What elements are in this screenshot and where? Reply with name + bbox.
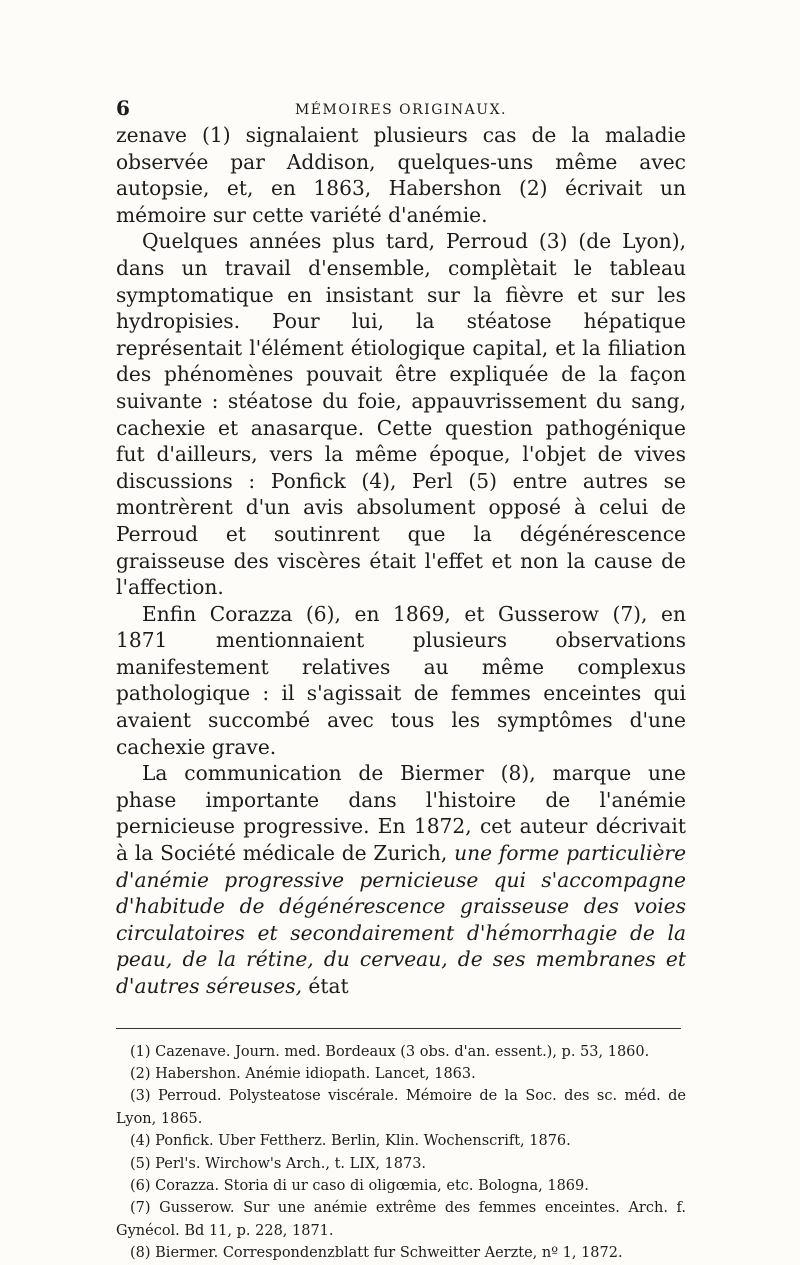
footnote: (5) Perl's. Wirchow's Arch., t. LIX, 1873. <box>130 1155 427 1172</box>
body-text <box>116 122 686 1000</box>
footnote-rule <box>116 1028 681 1029</box>
paragraph-1: zenave (1) signalaient plusieurs cas de la maladie observée par Addison, quelques-uns même avec autopsie, et, en 1863, Habershon (2) écrivait un mémoire sur cette variété d'anémie. <box>116 123 686 227</box>
page-number: 6 <box>116 96 130 120</box>
page <box>116 96 686 1265</box>
paragraph-4-tail: état <box>308 974 349 998</box>
footnote: (6) Corazza. Storia di ur caso di oligœmia, etc. Bologna, 1869. <box>130 1178 589 1195</box>
paragraph-3: Enfin Corazza (6), en 1869, et Gusserow (7), en 1871 mentionnaient plusieurs observations manifestement relatives au même complexus pathologique : il s'agissait de femmes enceintes qui avaient succombé avec tous les symptômes d'une cachexie grave. <box>116 601 686 759</box>
footnote: (3) Perroud. Polysteatose viscérale. Mémoire de la Soc. des sc. méd. de Lyon, 1865. <box>116 1088 686 1127</box>
footnote: (4) Ponfick. Uber Fettherz. Berlin, Klin. Wochenscrift, 1876. <box>130 1133 571 1150</box>
paragraph-4-text: La communication de Biermer (8), marque une phase importante dans l'histoire de l'anémie pernicieuse progressive. En 1872, cet auteur décrivait à la Société médicale de Zurich, <box>116 761 686 866</box>
paragraph-4-italic: une forme particulière d'anémie progressive pernicieuse qui s'accompagne d'habitude de dégénérescence graisseuse des voies circulatoires et secondairement d'hémorrhagie de la peau, de la rétine, du cerveau, de ses membranes et d'autres séreuses, <box>116 841 687 998</box>
footnote: (2) Habershon. Anémie idiopath. Lancet, 1863. <box>130 1066 476 1082</box>
paragraph-4 <box>116 760 686 999</box>
page-header <box>116 96 686 122</box>
footnote: (8) Biermer. Correspondenzblatt fur Schweitter Aerzte, nº 1, 1872. <box>130 1245 623 1262</box>
paragraph-2: Quelques années plus tard, Perroud (3) (de Lyon), dans un travail d'ensemble, complètait le tableau symptomatique en insistant sur la fièvre et sur les hydropisies. Pour lui, la stéatose hépatique représentait l'élément étiologique capital, et la filiation des phénomènes pouvait être expliquée de la façon suivante : stéatose du foie, appauvrissement du sang, cachexie et anasarque. Cette question pathogénique fut d'ailleurs, vers la même époque, l'objet de vives discussions : Ponfick (4), Perl (5) entre autres se montrèrent d'un avis absolument opposé à celui de Perroud et soutinrent que la dégénérescence graisseuse des viscères était l'effet et non la cause de l'affection. <box>116 229 686 600</box>
footnotes <box>116 1041 686 1265</box>
footnote: (7) Gusserow. Sur une anémie extrême des femmes enceintes. Arch. f. Gynécol. Bd 11, p. 228, 1871. <box>116 1200 686 1239</box>
running-head: MÉMOIRES ORIGINAUX. <box>294 102 508 118</box>
footnote: (1) Cazenave. Journ. med. Bordeaux (3 obs. d'an. essent.), p. 53, 1860. <box>130 1043 650 1060</box>
